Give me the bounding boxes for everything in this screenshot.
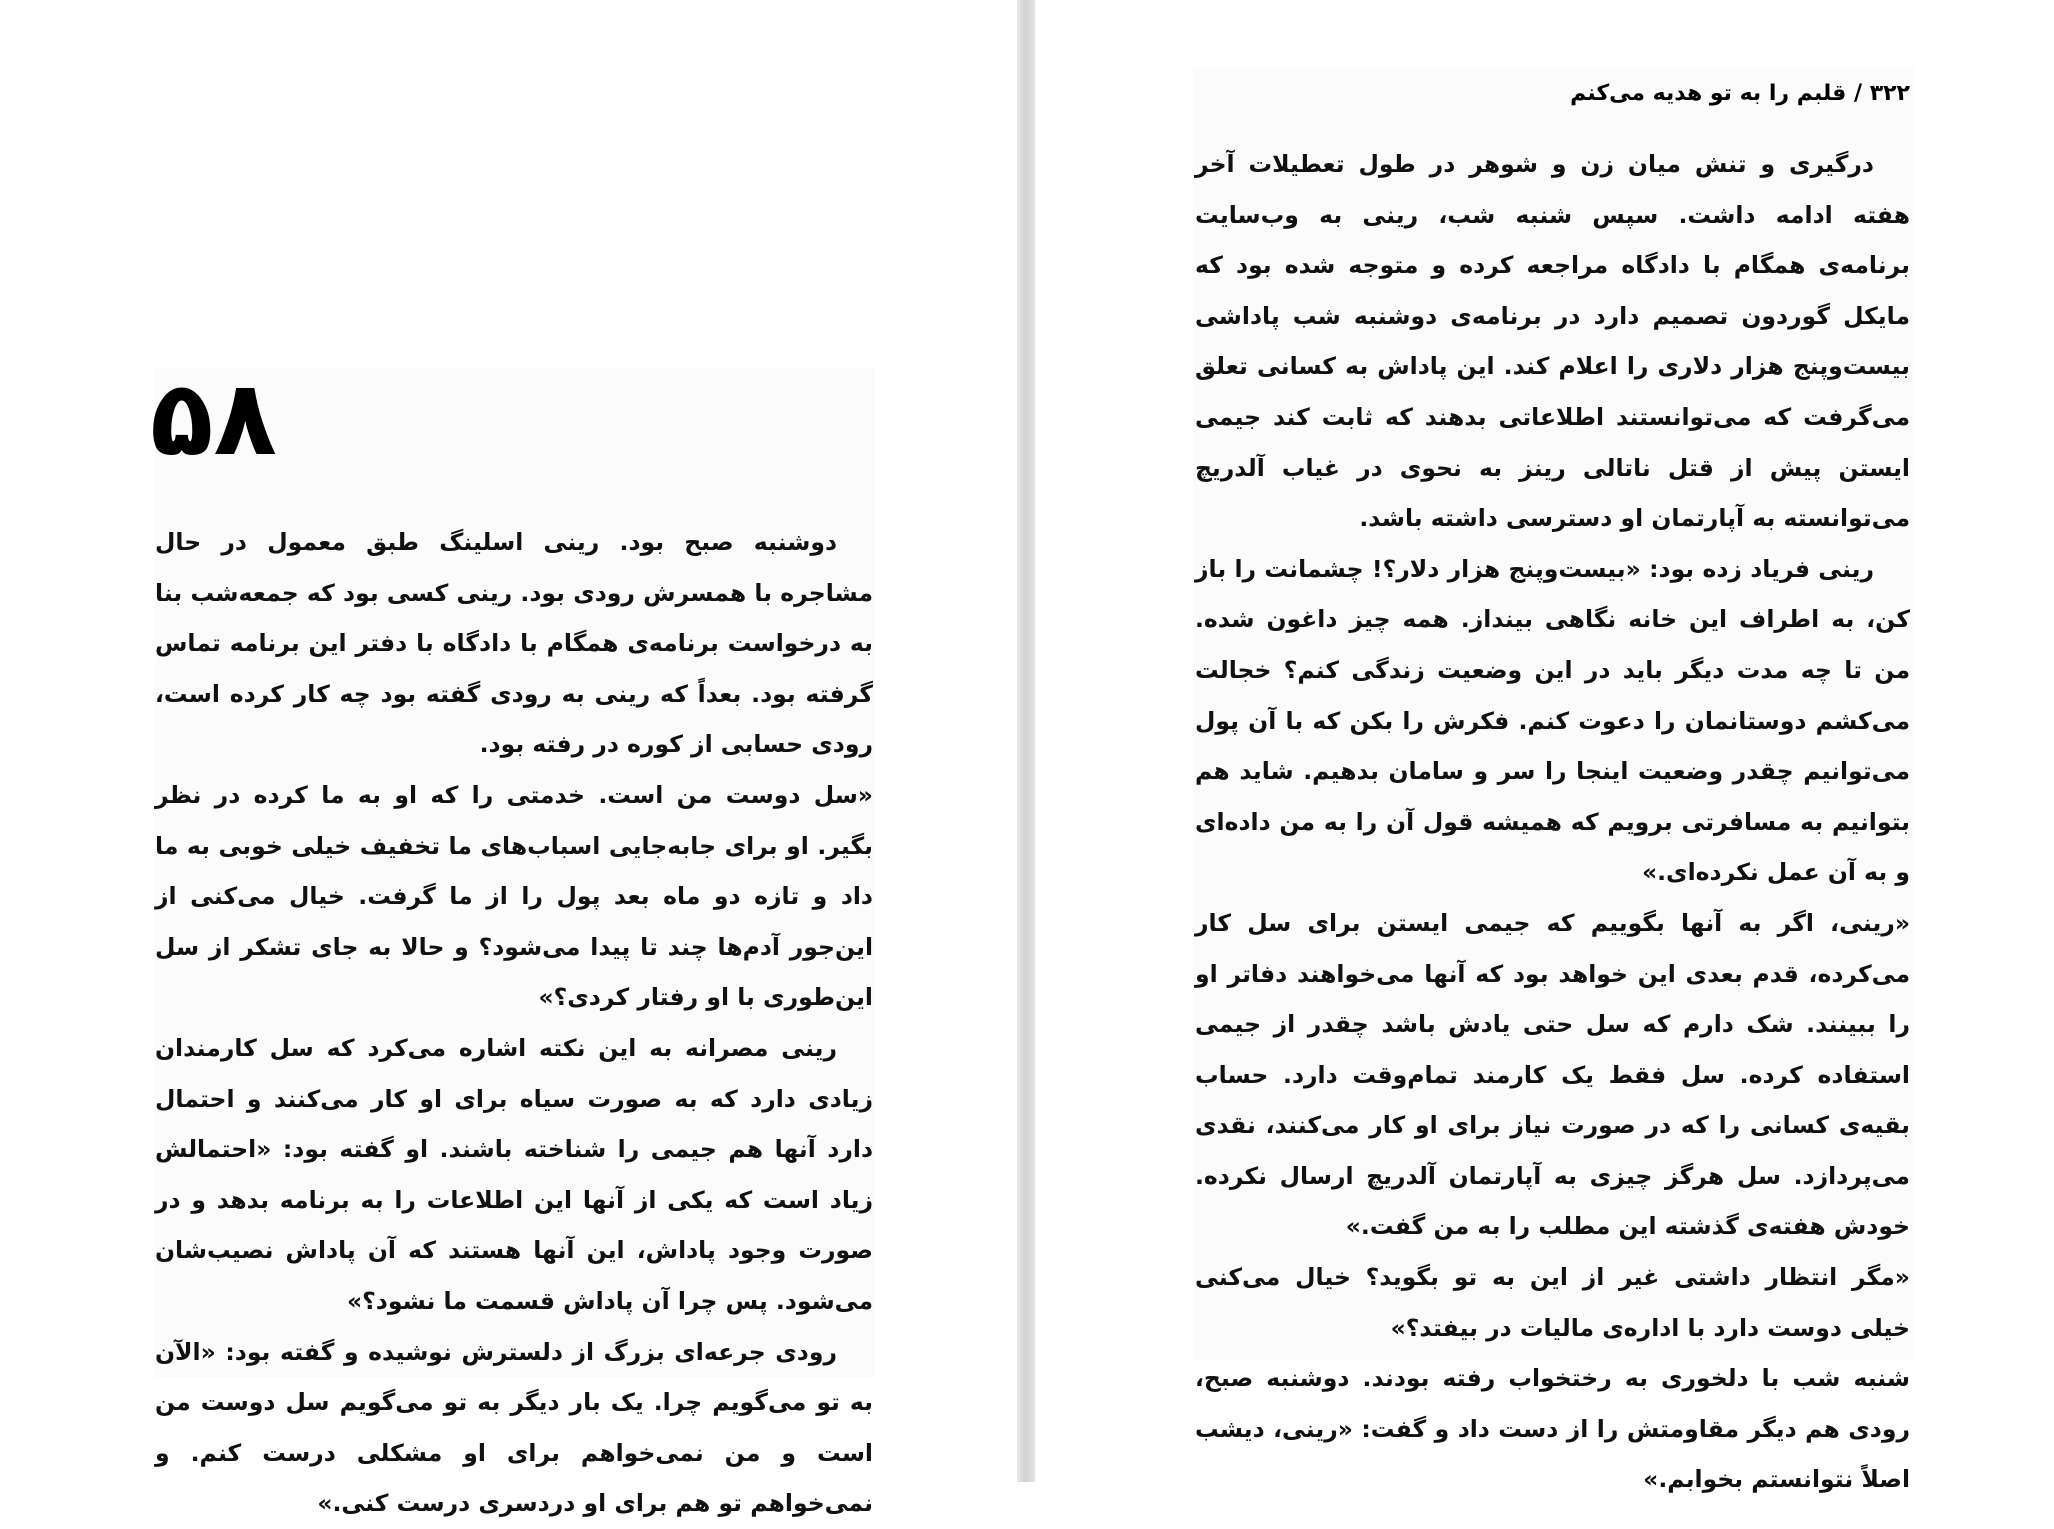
- paragraph: دوشنبه صبح بود. رینی اسلینگ طبق معمول در حال مشاجره با همسرش رودی بود. رینی کسی بود که جمعه‌شب بنا به درخواست برنامه‌ی همگام با دادگاه با دفتر این برنامه تماس گرفته بود. بعداً که رینی به رودی گفته بود چه کار کرده است، رودی حسابی از کوره در رفته بود.: [155, 528, 873, 759]
- chapter-number: ۵۸: [150, 357, 277, 479]
- paragraph: رینی مصرانه به این نکته اشاره می‌کرد که سل کارمندان زیادی دارد که به صورت سیاه برای او کار می‌کنند و احتمال دارد آنها هم جیمی را شناخته باشند. او گفته بود: «احتمالش زیاد است که یکی از آنها این اطلاعات را به برنامه بدهد و در صورت وجود پاداش، این آنها هستند که آن پاداش نصیب‌شان می‌شود. پس چرا آن پاداش قسمت ما نشود؟»: [155, 1033, 873, 1315]
- paragraph: «سل دوست من است. خدمتی را که او به ما کرده در نظر بگیر. او برای جابه‌جایی اسباب‌های ما تخفیف خیلی خوبی به ما داد و تازه دو ماه بعد پول را از ما گرفت. خیال می‌کنی از این‌جور آدم‌ها چند تا پیدا می‌شود؟ و حالا به جای تشکر از سل این‌طوری با او رفتار کردی؟»: [155, 780, 873, 1012]
- paragraph: شنبه شب با دلخوری به رختخواب رفته بودند. دوشنبه صبح، رودی هم دیگر مقاومتش را از دست داد و گفت: «رینی، دیشب اصلاً نتوانستم بخوابم.»: [1195, 1364, 1910, 1494]
- right-body-text: [1195, 139, 1910, 1505]
- book-gutter: [1017, 0, 1035, 1482]
- paragraph: رینی فریاد زده بود: «بیست‌وپنج هزار دلار؟! چشمانت را باز کن، به اطراف این خانه نگاهی بینداز. همه چیز داغون شده. من تا چه مدت دیگر باید در این وضعیت زندگی کنم؟ خجالت می‌کشم دوستانمان را دعوت کنم. فکرش را بکن که با آن پول می‌توانیم چقدر وضعیت اینجا را سر و سامان بدهیم. شاید هم بتوانیم به مسافرتی برویم که همیشه قول آن را به من داده‌ای و به آن عمل نکرده‌ای.»: [1195, 554, 1910, 887]
- paragraph: «رینی، اگر به آنها بگوییم که جیمی ایستن برای سل کار می‌کرده، قدم بعدی این خواهد بود که آنها می‌خواهند دفاتر او را ببینند. شک دارم که سل حتی یادش باشد چقدر از جیمی استفاده کرده. سل فقط یک کارمند تمام‌وقت دارد. حساب بقیه‌ی کسانی را که در صورت نیاز برای او کار می‌کنند، نقدی می‌پردازد. سل هرگز چیزی به آپارتمان آلدریچ ارسال نکرده. خودش هفته‌ی گذشته این مطلب را به من گفت.»: [1195, 908, 1910, 1241]
- running-head: ۳۲۲ / قلبم را به تو هدیه می‌کنم: [1570, 81, 1910, 106]
- left-body-text: [155, 517, 873, 1529]
- paragraph: درگیری و تنش میان زن و شوهر در طول تعطیلات آخر هفته ادامه داشت. سپس شنبه شب، رینی به وب‌سایت برنامه‌ی همگام با دادگاه مراجعه کرده و متوجه شده بود که مایکل گوردون تصمیم دارد در برنامه‌ی دوشنبه شب پاداشی بیست‌وپنج هزار دلاری را اعلام کند. این پاداش به کسانی تعلق می‌گرفت که می‌توانستند اطلاعاتی بدهند که ثابت کند جیمی ایستن پیش از قتل ناتالی رینز به نحوی در غیاب آلدریچ می‌توانسته به آپارتمان او دسترسی داشته باشد.: [1195, 150, 1910, 533]
- paragraph: «مگر انتظار داشتی غیر از این به تو بگوید؟ خیال می‌کنی خیلی دوست دارد با اداره‌ی مالیات در بیفتد؟»: [1195, 1263, 1910, 1342]
- paragraph: رودی جرعه‌ای بزرگ از دلسترش نوشیده و گفته بود: «الآن به تو می‌گویم چرا. یک بار دیگر به تو می‌گویم سل دوست من است و من نمی‌خواهم برای او مشکلی درست کنم. و نمی‌خواهم تو هم برای او دردسری درست کنی.»: [155, 1337, 873, 1518]
- left-page: [0, 0, 1017, 1518]
